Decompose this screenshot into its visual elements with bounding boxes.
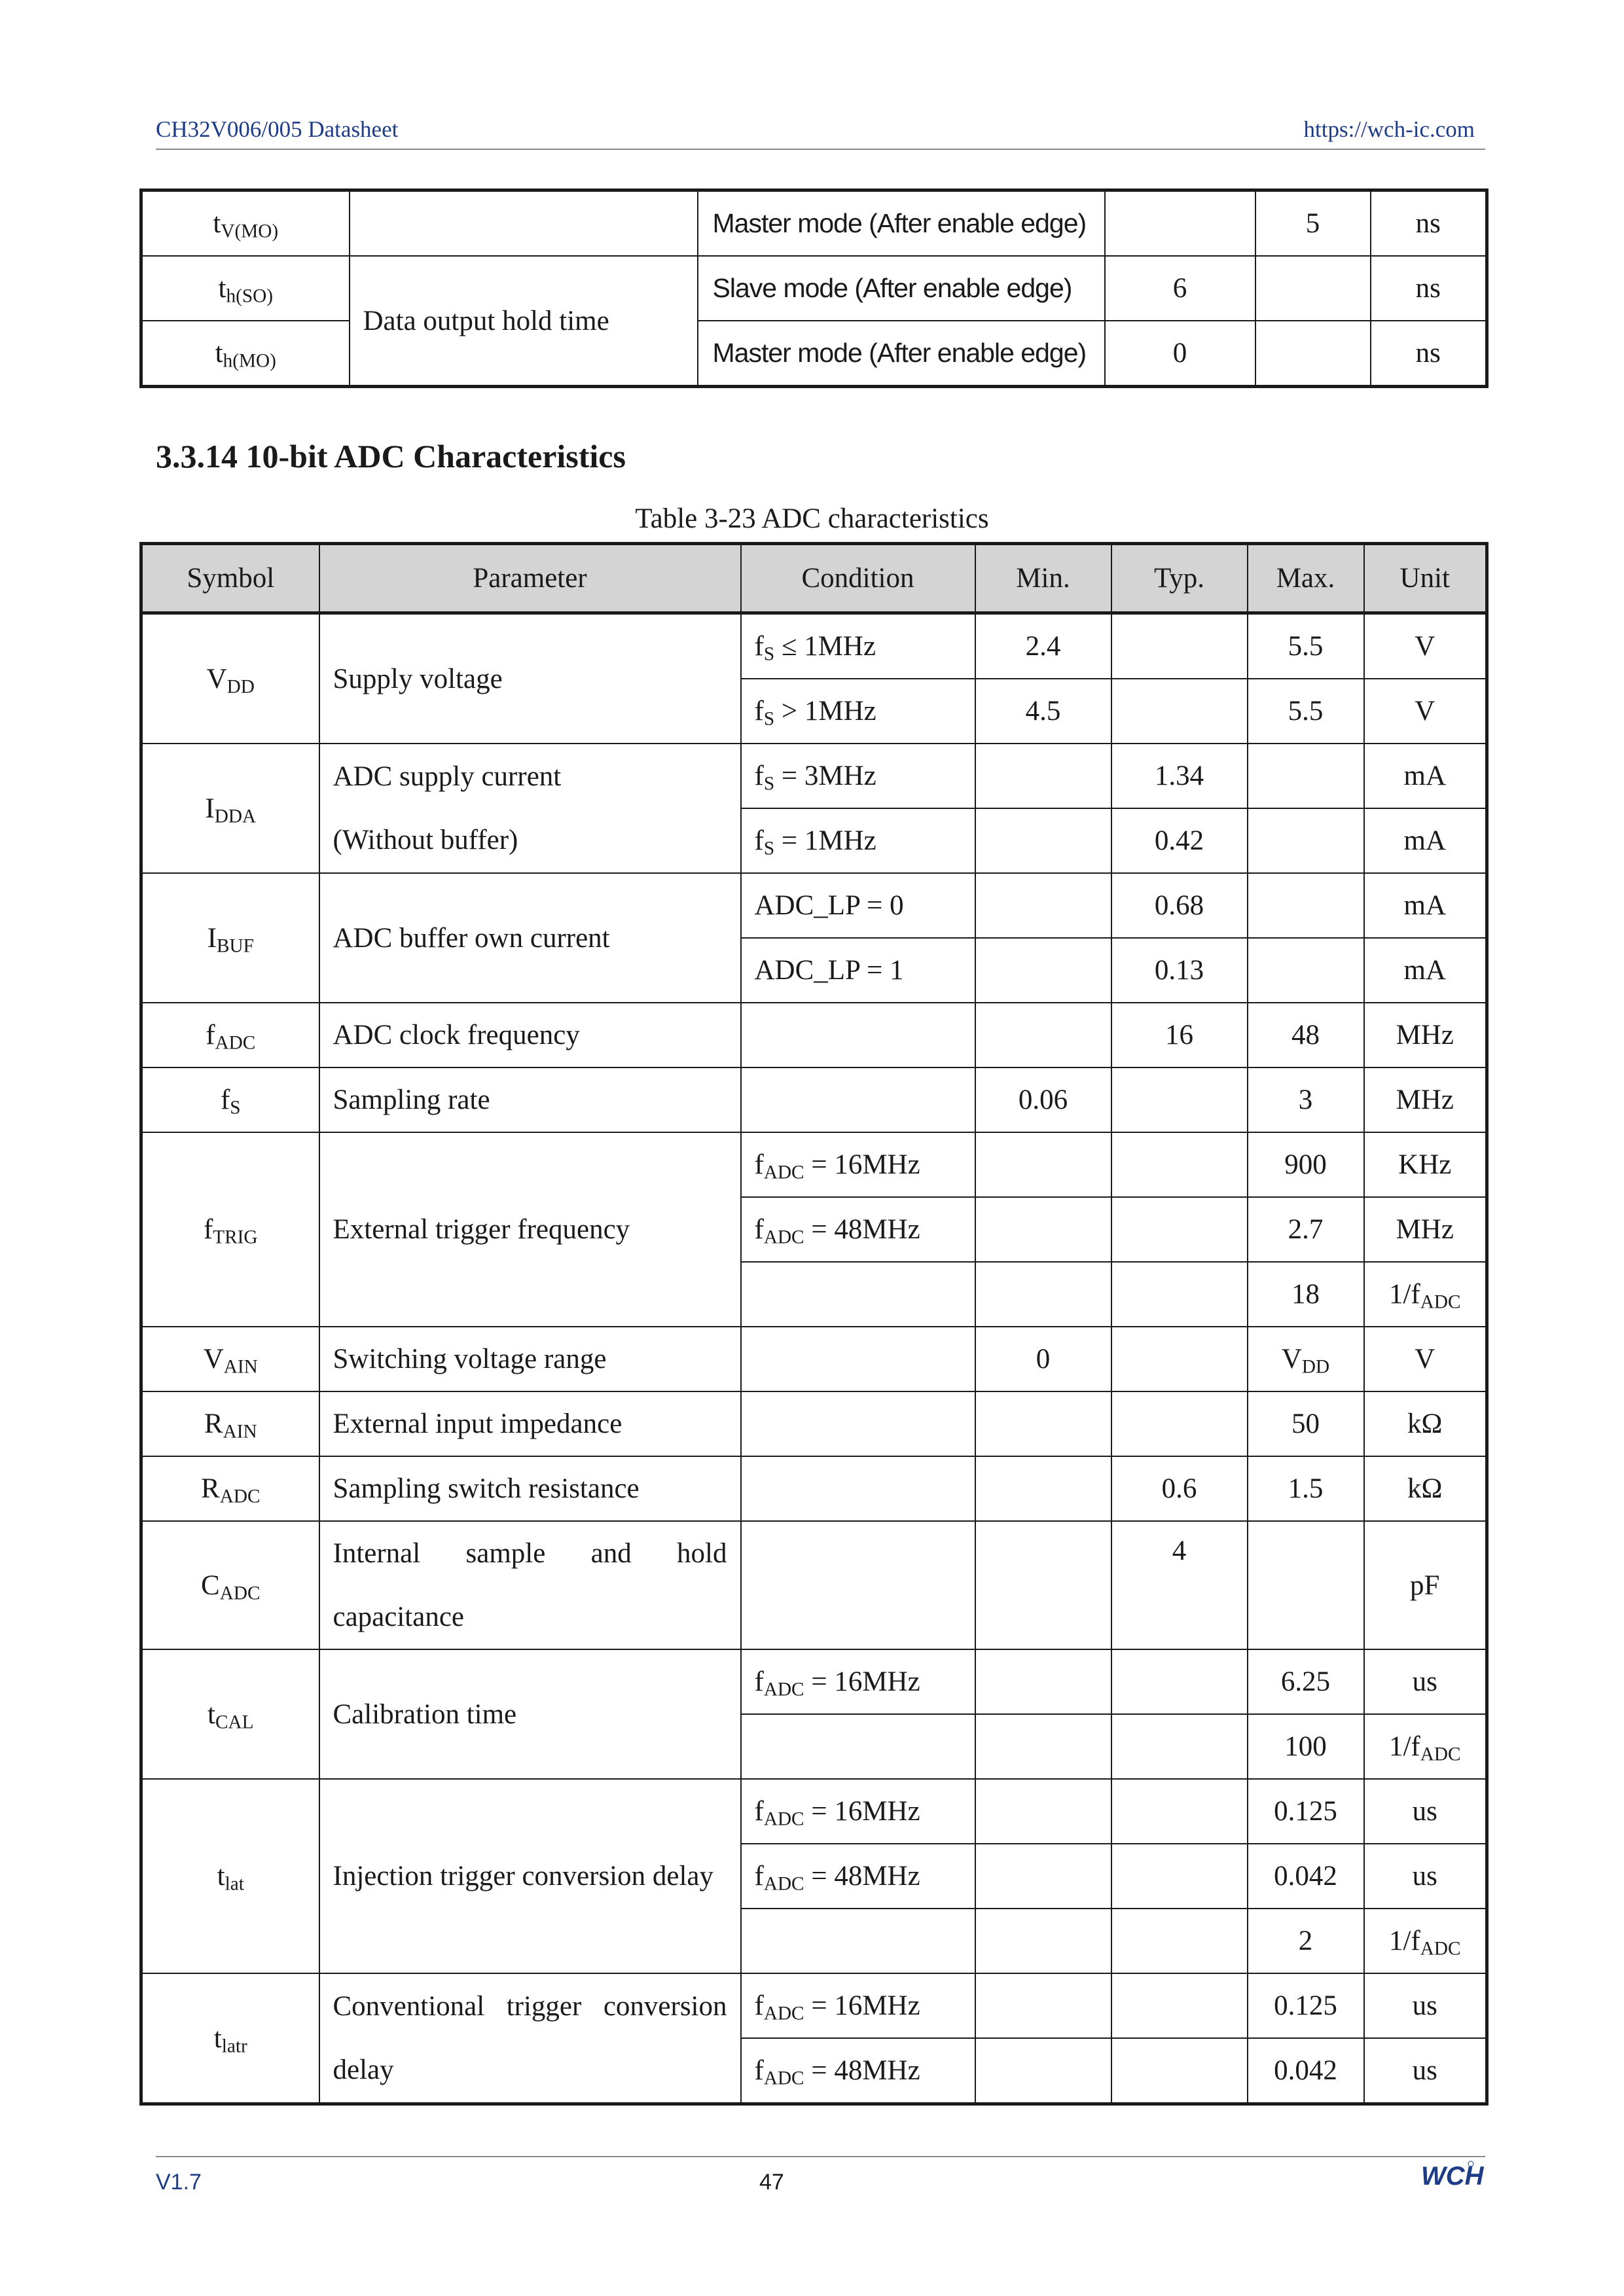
min-cell — [975, 1714, 1111, 1779]
table-row — [141, 1132, 1487, 1197]
header-url[interactable]: https://wch-ic.com — [1303, 117, 1475, 142]
column-header: Typ. — [1111, 544, 1248, 613]
adc-characteristics-table — [139, 542, 1489, 2106]
typ-cell — [1111, 1391, 1248, 1456]
symbol-cell: $t_{h(SO)}$ — [141, 256, 350, 321]
condition-cell: $f_{ADC} = 48MHz$ — [741, 2038, 975, 2104]
table-header-row — [141, 544, 1487, 613]
min-cell — [975, 1973, 1111, 2038]
typ-cell — [1111, 1844, 1248, 1909]
table-row — [141, 1003, 1487, 1067]
unit-cell: mA — [1364, 744, 1487, 808]
condition-cell — [741, 1909, 975, 1973]
typ-cell — [1111, 1197, 1248, 1262]
min-cell — [975, 938, 1111, 1003]
table-row — [141, 1973, 1487, 2038]
footer-version: V1.7 — [156, 2170, 202, 2195]
unit-cell: us — [1364, 1844, 1487, 1909]
max-cell: 6.25 — [1248, 1649, 1364, 1714]
condition-cell: Master mode (After enable edge) — [698, 190, 1105, 257]
svg-text:WCH: WCH — [1421, 2162, 1484, 2191]
parameter-word: hold — [677, 1538, 727, 1569]
unit-cell: us — [1364, 1973, 1487, 2038]
max-cell: 0.125 — [1248, 1973, 1364, 2038]
min-cell — [975, 808, 1111, 873]
unit-cell: mA — [1364, 873, 1487, 938]
symbol-cell: $t_{h(MO)}$ — [141, 321, 350, 387]
symbol-cell: $I_{BUF}$ — [141, 873, 319, 1003]
max-cell — [1248, 1521, 1364, 1649]
min-cell — [975, 1003, 1111, 1067]
typ-cell — [1111, 1973, 1248, 2038]
table-row — [141, 1456, 1487, 1521]
unit-cell: kΩ — [1364, 1456, 1487, 1521]
symbol-cell: $t_{CAL}$ — [141, 1649, 319, 1779]
condition-cell — [741, 1067, 975, 1132]
parameter-word: Conventional — [333, 1991, 485, 2022]
max-cell: 0.042 — [1248, 1844, 1364, 1909]
typ-cell: 1.34 — [1111, 744, 1248, 808]
symbol-cell: $R_{AIN}$ — [141, 1391, 319, 1456]
typ-cell — [1255, 256, 1371, 321]
min-cell — [975, 1521, 1111, 1649]
symbol-cell: $f_S$ — [141, 1067, 319, 1132]
table-row — [141, 1779, 1487, 1844]
unit-cell: us — [1364, 1779, 1487, 1844]
typ-cell — [1111, 1067, 1248, 1132]
unit-cell: pF — [1364, 1521, 1487, 1649]
unit-cell: MHz — [1364, 1067, 1487, 1132]
header-title: CH32V006/005 Datasheet — [156, 117, 399, 142]
unit-cell: KHz — [1364, 1132, 1487, 1197]
min-cell — [975, 1779, 1111, 1844]
parameter-cell: External trigger frequency — [319, 1132, 741, 1327]
condition-cell — [741, 1262, 975, 1327]
condition-cell — [741, 1003, 975, 1067]
parameter-line: capacitance — [333, 1602, 464, 1632]
typ-cell — [1111, 613, 1248, 679]
unit-cell: us — [1364, 1649, 1487, 1714]
header-divider — [156, 149, 1485, 150]
wch-logo — [1420, 2159, 1484, 2195]
symbol-cell: $V_{AIN}$ — [141, 1327, 319, 1391]
parameter-cell: Switching voltage range — [319, 1327, 741, 1391]
typ-cell: 16 — [1111, 1003, 1248, 1067]
parameter-word: sample — [465, 1538, 546, 1569]
spi-timing-table-continued — [139, 188, 1489, 388]
unit-cell: ns — [1371, 321, 1487, 387]
condition-cell: $f_S \le 1MHz$ — [741, 613, 975, 679]
min-cell — [975, 744, 1111, 808]
condition-cell: $f_{ADC} = 16MHz$ — [741, 1132, 975, 1197]
max-cell: $V_{DD}$ — [1248, 1327, 1364, 1391]
typ-cell — [1111, 679, 1248, 744]
parameter-word: Internal — [333, 1538, 421, 1569]
table-row — [141, 613, 1487, 679]
unit-cell: V — [1364, 613, 1487, 679]
max-cell: 900 — [1248, 1132, 1364, 1197]
min-cell: 6 — [1105, 256, 1255, 321]
parameter-cell: External input impedance — [319, 1391, 741, 1456]
condition-cell — [741, 1714, 975, 1779]
parameter-line: delay — [333, 2054, 394, 2085]
condition-cell: ADC_LP = 0 — [741, 873, 975, 938]
table-caption: Table 3-23 ADC characteristics — [635, 503, 989, 534]
max-cell: 5.5 — [1248, 613, 1364, 679]
table-row — [141, 1649, 1487, 1714]
column-header: Condition — [741, 544, 975, 613]
table-row — [141, 1327, 1487, 1391]
typ-cell — [1111, 1132, 1248, 1197]
max-cell: 18 — [1248, 1262, 1364, 1327]
max-cell: 3 — [1248, 1067, 1364, 1132]
symbol-cell: $f_{ADC}$ — [141, 1003, 319, 1067]
table-row — [141, 1067, 1487, 1132]
table-row — [141, 256, 1487, 321]
typ-cell: 0.42 — [1111, 808, 1248, 873]
min-cell: 2.4 — [975, 613, 1111, 679]
min-cell: 0.06 — [975, 1067, 1111, 1132]
parameter-cell: Sampling switch resistance — [319, 1456, 741, 1521]
min-cell — [975, 1132, 1111, 1197]
typ-cell — [1111, 1714, 1248, 1779]
condition-cell: Slave mode (After enable edge) — [698, 256, 1105, 321]
parameter-cell — [319, 1521, 741, 1649]
typ-cell — [1111, 1262, 1248, 1327]
parameter-word: conversion — [603, 1991, 727, 2022]
parameter-cell: ADC buffer own current — [319, 873, 741, 1003]
unit-cell: mA — [1364, 808, 1487, 873]
max-cell: 5.5 — [1248, 679, 1364, 744]
unit-cell: V — [1364, 679, 1487, 744]
parameter-line — [333, 1975, 727, 2038]
unit-cell: ns — [1371, 256, 1487, 321]
parameter-word: trigger — [506, 1991, 582, 2022]
symbol-cell: $t_{latr}$ — [141, 1973, 319, 2104]
min-cell: 4.5 — [975, 679, 1111, 744]
column-header: Parameter — [319, 544, 741, 613]
max-cell: 48 — [1248, 1003, 1364, 1067]
symbol-cell: $t_{lat}$ — [141, 1779, 319, 1973]
condition-cell: $f_S = 1MHz$ — [741, 808, 975, 873]
column-header: Min. — [975, 544, 1111, 613]
symbol-cell: $V_{DD}$ — [141, 613, 319, 744]
column-header: Max. — [1248, 544, 1364, 613]
typ-cell: 0.6 — [1111, 1456, 1248, 1521]
min-cell: 0 — [975, 1327, 1111, 1391]
column-header: Unit — [1364, 544, 1487, 613]
min-cell: 0 — [1105, 321, 1255, 387]
unit-cell: $1/f_{ADC}$ — [1364, 1262, 1487, 1327]
parameter-cell: Sampling rate — [319, 1067, 741, 1132]
section-title: 3.3.14 10-bit ADC Characteristics — [156, 438, 626, 475]
condition-cell: ADC_LP = 1 — [741, 938, 975, 1003]
unit-cell: ns — [1371, 190, 1487, 257]
parameter-line: (Without buffer) — [333, 825, 518, 855]
page-number: 47 — [759, 2170, 784, 2195]
condition-cell: $f_{ADC} = 16MHz$ — [741, 1649, 975, 1714]
max-cell — [1248, 938, 1364, 1003]
min-cell — [975, 1391, 1111, 1456]
parameter-line: ADC supply current — [333, 761, 562, 792]
symbol-cell: $I_{DDA}$ — [141, 744, 319, 873]
max-cell: 0.042 — [1248, 2038, 1364, 2104]
max-cell: 100 — [1248, 1714, 1364, 1779]
typ-cell — [1111, 1327, 1248, 1391]
condition-cell — [741, 1391, 975, 1456]
typ-cell — [1111, 1909, 1248, 1973]
typ-cell — [1111, 2038, 1248, 2104]
typ-cell — [1111, 1779, 1248, 1844]
column-header: Symbol — [141, 544, 319, 613]
unit-cell: V — [1364, 1327, 1487, 1391]
condition-cell: $f_{ADC} = 16MHz$ — [741, 1973, 975, 2038]
table-row — [141, 744, 1487, 808]
min-cell — [975, 1456, 1111, 1521]
table-row — [141, 1521, 1487, 1649]
min-cell — [975, 1844, 1111, 1909]
condition-cell: $f_S = 3MHz$ — [741, 744, 975, 808]
symbol-cell: $f_{TRIG}$ — [141, 1132, 319, 1327]
parameter-cell: Data output hold time — [350, 256, 698, 387]
parameter-cell — [319, 1973, 741, 2104]
parameter-line — [333, 1522, 727, 1585]
max-cell — [1248, 873, 1364, 938]
table-row — [141, 873, 1487, 938]
footer-divider — [156, 2156, 1485, 2157]
max-cell: 2 — [1248, 1909, 1364, 1973]
max-cell: 2.7 — [1248, 1197, 1364, 1262]
condition-cell: Master mode (After enable edge) — [698, 321, 1105, 387]
table-row — [141, 190, 1487, 257]
min-cell — [975, 1649, 1111, 1714]
parameter-cell — [350, 190, 698, 257]
typ-cell — [1255, 321, 1371, 387]
table-row — [141, 1391, 1487, 1456]
symbol-cell: $t_{V(MO)}$ — [141, 190, 350, 257]
min-cell — [975, 1197, 1111, 1262]
condition-cell — [741, 1521, 975, 1649]
condition-cell: $f_{ADC} = 48MHz$ — [741, 1844, 975, 1909]
table-row — [141, 321, 1487, 387]
typ-cell: 0.68 — [1111, 873, 1248, 938]
max-cell — [1248, 808, 1364, 873]
max-cell: 1.5 — [1248, 1456, 1364, 1521]
unit-cell: $1/f_{ADC}$ — [1364, 1909, 1487, 1973]
typ-cell: 0.13 — [1111, 938, 1248, 1003]
min-cell — [975, 873, 1111, 938]
max-cell — [1248, 744, 1364, 808]
unit-cell: MHz — [1364, 1003, 1487, 1067]
condition-cell — [741, 1327, 975, 1391]
min-cell — [1105, 190, 1255, 257]
typ-cell: 5 — [1255, 190, 1371, 257]
parameter-cell: Injection trigger conversion delay — [319, 1779, 741, 1973]
max-cell: 50 — [1248, 1391, 1364, 1456]
unit-cell: us — [1364, 2038, 1487, 2104]
typ-cell: 4 — [1111, 1521, 1248, 1649]
condition-cell: $f_S > 1MHz$ — [741, 679, 975, 744]
unit-cell: mA — [1364, 938, 1487, 1003]
parameter-cell: ADC clock frequency — [319, 1003, 741, 1067]
parameter-cell: Calibration time — [319, 1649, 741, 1779]
unit-cell: $1/f_{ADC}$ — [1364, 1714, 1487, 1779]
parameter-cell — [319, 744, 741, 873]
condition-cell: $f_{ADC} = 48MHz$ — [741, 1197, 975, 1262]
parameter-cell: Supply voltage — [319, 613, 741, 744]
typ-cell — [1111, 1649, 1248, 1714]
symbol-cell: $R_{ADC}$ — [141, 1456, 319, 1521]
unit-cell: kΩ — [1364, 1391, 1487, 1456]
min-cell — [975, 1262, 1111, 1327]
condition-cell — [741, 1456, 975, 1521]
max-cell: 0.125 — [1248, 1779, 1364, 1844]
min-cell — [975, 1909, 1111, 1973]
min-cell — [975, 2038, 1111, 2104]
symbol-cell: $C_{ADC}$ — [141, 1521, 319, 1649]
unit-cell: MHz — [1364, 1197, 1487, 1262]
parameter-word: and — [590, 1538, 632, 1569]
condition-cell: $f_{ADC} = 16MHz$ — [741, 1779, 975, 1844]
